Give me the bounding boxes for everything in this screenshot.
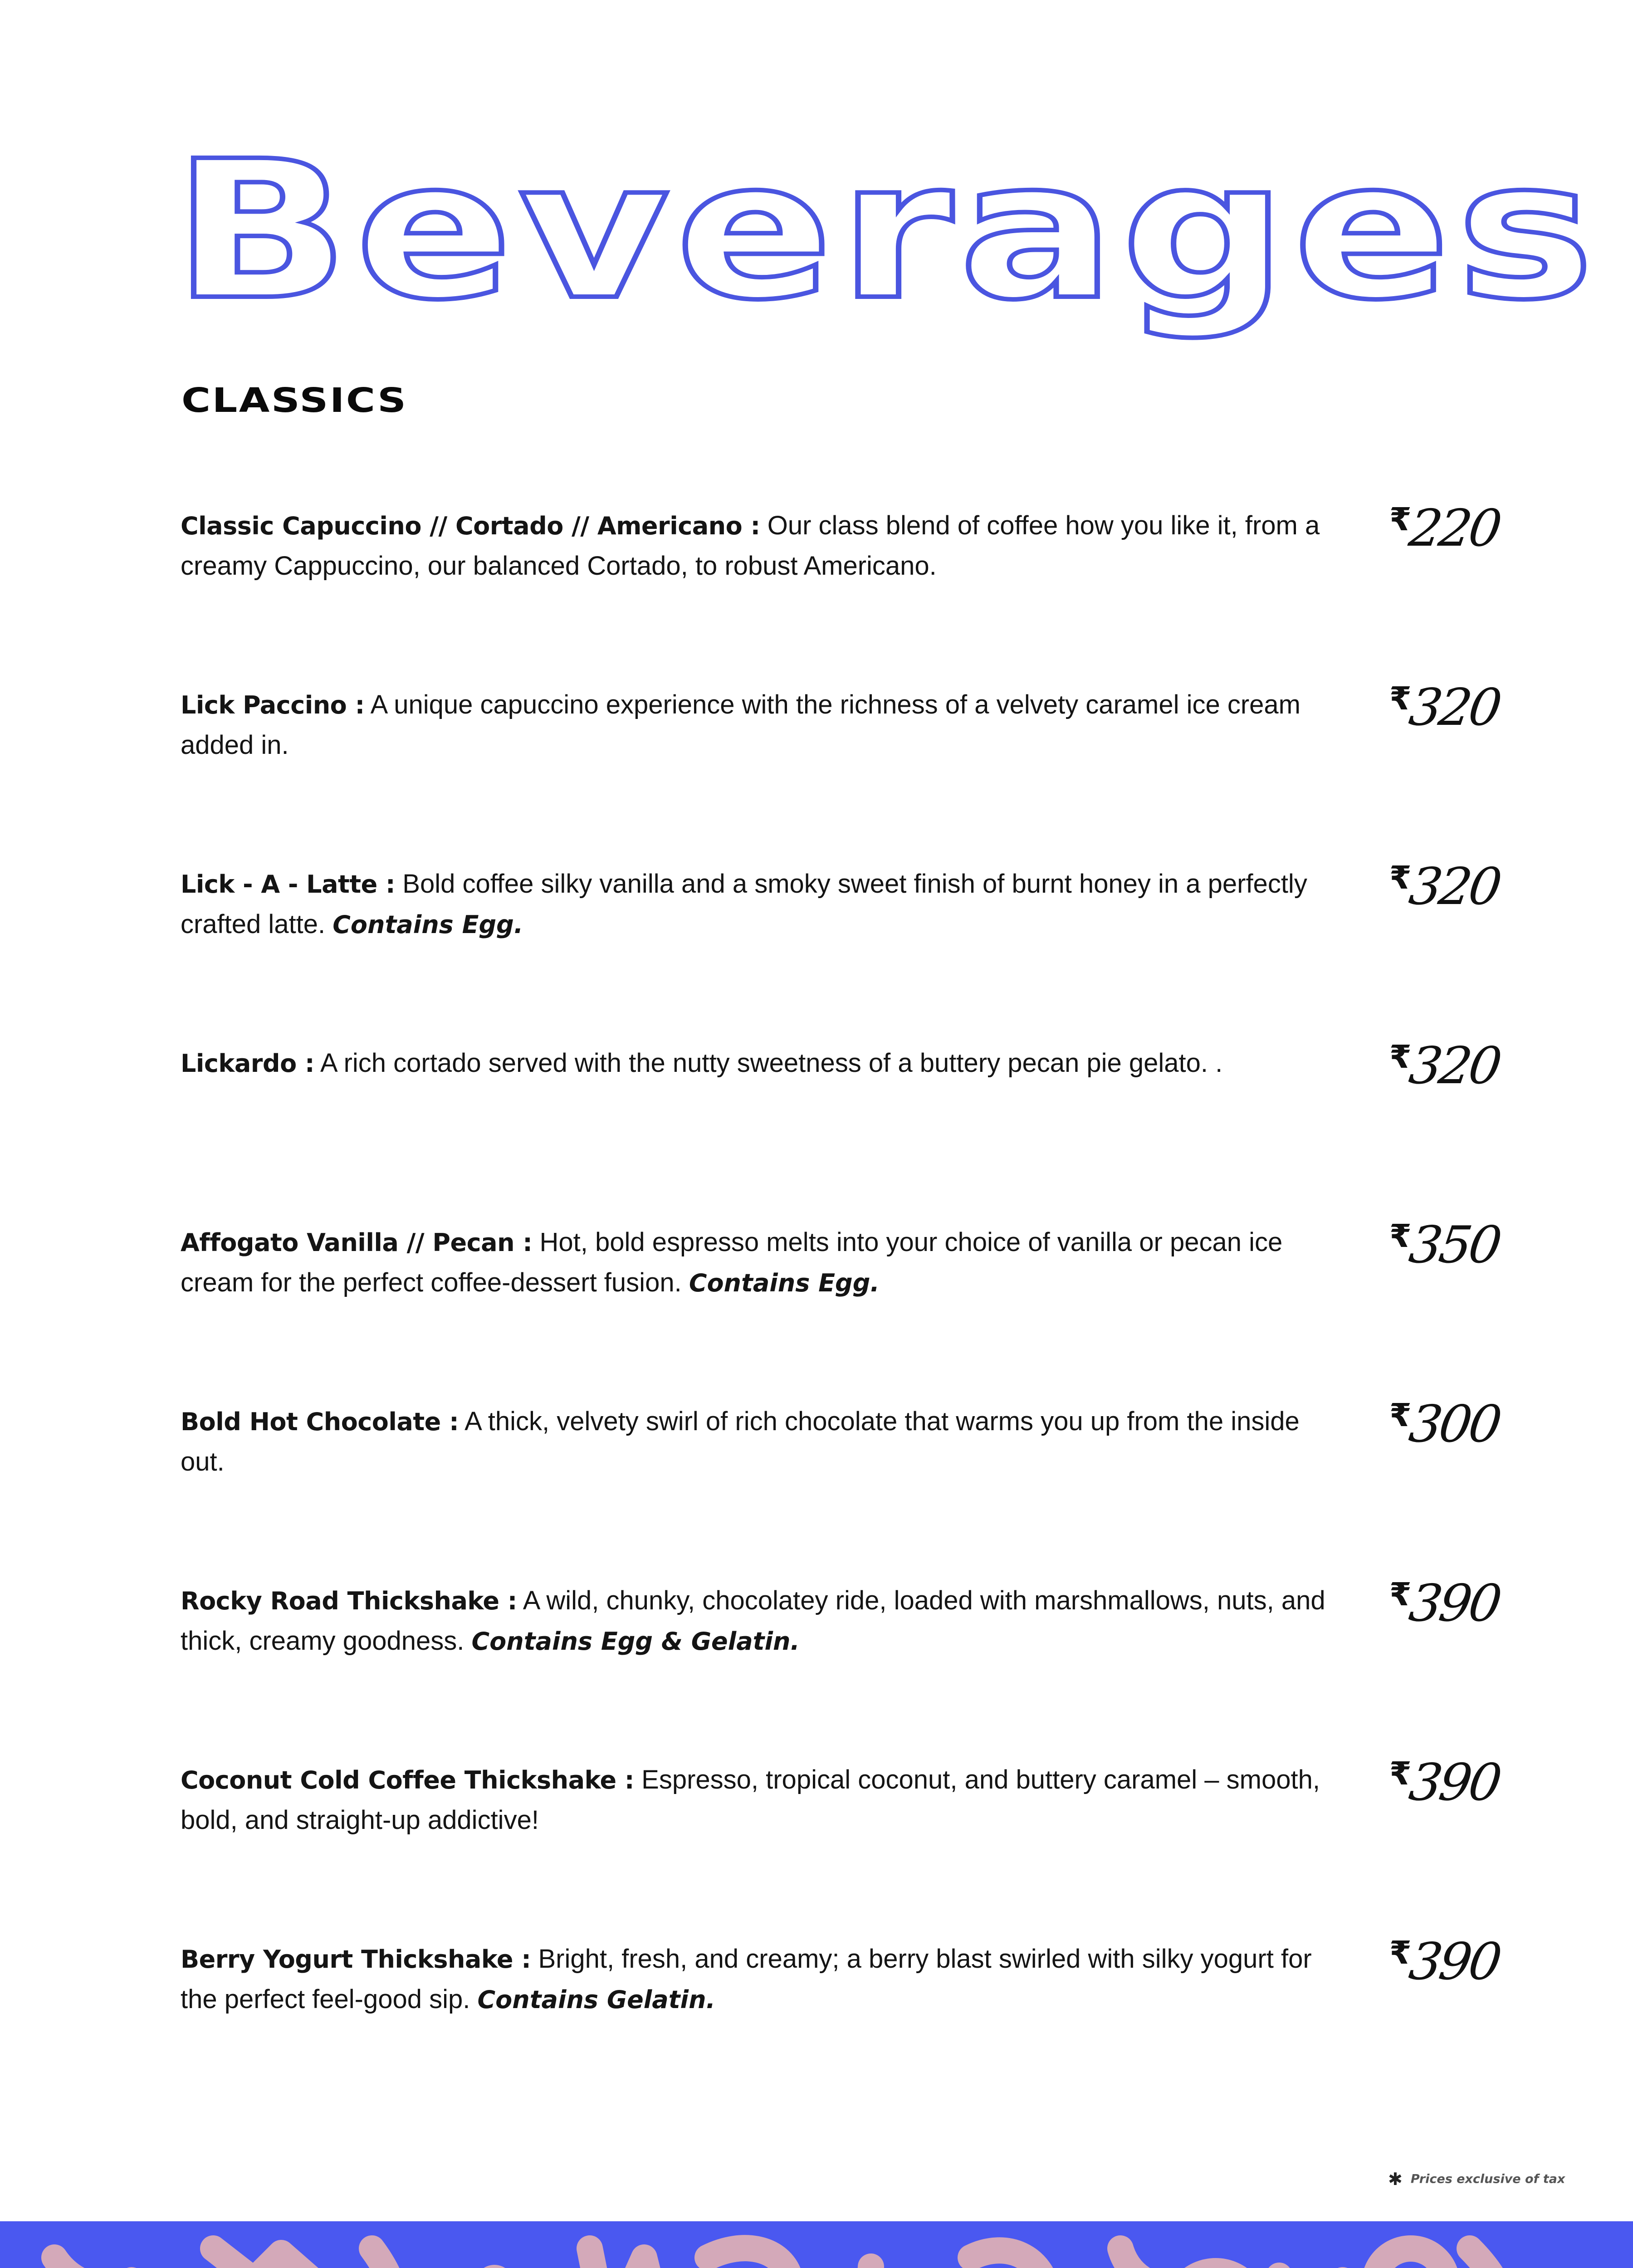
item-description: Hot, bold espresso melts into your choice of vanilla or pecan ice cream for the perfect coffee-dessert fusion. (181, 1227, 1283, 1297)
item-price (1389, 1932, 1503, 1991)
price-value: 320 (1405, 678, 1503, 737)
item-text (181, 1222, 1342, 1303)
price-value: 350 (1405, 1216, 1503, 1275)
item-text (181, 1581, 1342, 1662)
menu-item (181, 1753, 1541, 1896)
item-name: Berry Yogurt Thickshake : (181, 1945, 531, 1974)
item-price (1389, 1753, 1503, 1812)
item-text (181, 1043, 1342, 1084)
price-value: 390 (1405, 1574, 1503, 1633)
rupee-icon: ₹ (1389, 1397, 1412, 1434)
menu-item (181, 1216, 1541, 1359)
item-text (181, 685, 1342, 765)
item-text (181, 1402, 1342, 1482)
rupee-icon: ₹ (1389, 1576, 1412, 1613)
menu-item (181, 1036, 1541, 1179)
item-name: Lickardo : (181, 1049, 315, 1078)
item-name: Rocky Road Thickshake : (181, 1587, 517, 1615)
squiggle-pattern (0, 2221, 1633, 2268)
item-text (181, 864, 1342, 945)
item-allergen-note: Contains Gelatin. (477, 1985, 716, 2014)
rupee-icon: ₹ (1389, 1934, 1412, 1971)
menu-item (181, 499, 1541, 642)
tax-note-text: Prices exclusive of tax (1410, 2172, 1565, 2186)
asterisk-icon: ✱ (1388, 2169, 1403, 2189)
rupee-icon: ₹ (1389, 859, 1412, 896)
item-price (1389, 1036, 1503, 1095)
item-allergen-note: Contains Egg. (689, 1269, 880, 1297)
item-price (1389, 499, 1503, 558)
rupee-icon: ₹ (1389, 1038, 1412, 1075)
menu-item (181, 1932, 1541, 2075)
footer-pattern-band (0, 2221, 1633, 2268)
menu-item (181, 678, 1541, 821)
section-heading: CLASSICS (181, 381, 408, 420)
item-description: A thick, velvety swirl of rich chocolate that warms you up from the inside out. (181, 1407, 1300, 1476)
item-text (181, 1760, 1342, 1840)
tax-note (1388, 2169, 1565, 2189)
price-value: 320 (1405, 857, 1503, 916)
price-value: 390 (1405, 1932, 1503, 1991)
rupee-icon: ₹ (1389, 1217, 1412, 1255)
item-description: A wild, chunky, chocolatey ride, loaded with marshmallows, nuts, and thick, creamy goodness. (181, 1586, 1325, 1656)
item-description: Bright, fresh, and creamy; a berry blast swirled with silky yogurt for the perfect feel-good sip. (181, 1944, 1312, 2014)
item-name: Classic Capuccino // Cortado // Americano : (181, 512, 760, 540)
rupee-icon: ₹ (1389, 501, 1412, 538)
item-name: Lick - A - Latte : (181, 870, 396, 899)
item-name: Affogato Vanilla // Pecan : (181, 1228, 533, 1257)
rupee-icon: ₹ (1389, 1755, 1412, 1792)
item-description: A rich cortado served with the nutty sweetness of a buttery pecan pie gelato. . (314, 1048, 1223, 1078)
menu-item (181, 857, 1541, 1000)
item-price (1389, 1574, 1503, 1633)
page-title: Beverages (172, 120, 1600, 342)
price-value: 390 (1405, 1753, 1503, 1812)
item-text (181, 506, 1342, 586)
item-text (181, 1939, 1342, 2020)
item-price (1389, 678, 1503, 737)
item-description: Bold coffee silky vanilla and a smoky sweet finish of burnt honey in a perfectly crafted latte. (181, 869, 1307, 939)
item-name: Lick Paccino : (181, 691, 365, 719)
menu-item (181, 1395, 1541, 1538)
item-description: A unique capuccino experience with the richness of a velvety caramel ice cream added in. (181, 690, 1301, 760)
rupee-icon: ₹ (1389, 680, 1412, 717)
menu-item (181, 1574, 1541, 1717)
item-price (1389, 1216, 1503, 1275)
item-description: Espresso, tropical coconut, and buttery caramel – smooth, bold, and straight-up addictive! (181, 1765, 1320, 1835)
item-price (1389, 1395, 1503, 1454)
item-allergen-note: Contains Egg & Gelatin. (471, 1627, 800, 1656)
price-value: 300 (1405, 1395, 1503, 1454)
item-name: Bold Hot Chocolate : (181, 1408, 459, 1436)
item-name: Coconut Cold Coffee Thickshake : (181, 1766, 635, 1794)
item-description: Our class blend of coffee how you like it, from a creamy Cappuccino, our balanced Cortado, to robust Americano. (181, 511, 1320, 581)
price-value: 320 (1405, 1036, 1503, 1095)
item-allergen-note: Contains Egg. (332, 910, 523, 939)
item-price (1389, 857, 1503, 916)
price-value: 220 (1405, 499, 1503, 558)
